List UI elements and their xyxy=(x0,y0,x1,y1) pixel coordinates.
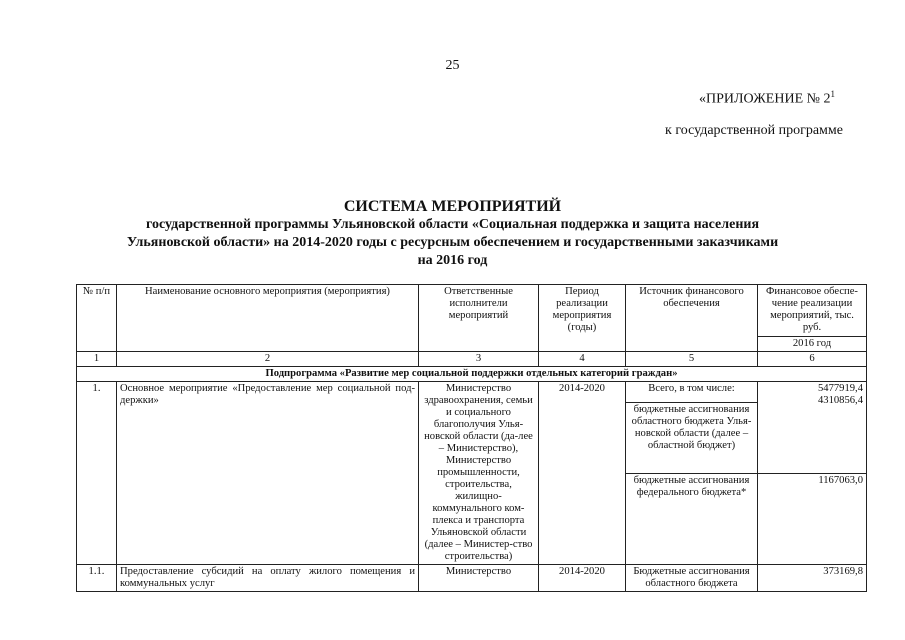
table-row xyxy=(77,382,867,403)
page-number: 25 xyxy=(445,58,460,73)
col-number: 5 xyxy=(626,352,758,367)
row-value: 1167063,0 xyxy=(758,474,867,565)
row-executors: Министерство здравоохранения, семьи и социального благополучия Улья-новской области (да-лее – Министерство), Министерство промышленности, строительства, жилищно-коммунального ком-плекса и транспорта Ульяновской области (далее – Министер-ство строительства) xyxy=(419,382,539,565)
row-value: 373169,8 xyxy=(758,565,867,592)
document-title xyxy=(0,198,905,270)
col-number: 6 xyxy=(758,352,867,367)
header-finance-year: 2016 год xyxy=(758,336,867,351)
row-values xyxy=(758,382,867,474)
header-period: Период реализации мероприятия (годы) xyxy=(539,285,626,352)
col-number: 3 xyxy=(419,352,539,367)
col-number: 1 xyxy=(77,352,117,367)
row-num: 1. xyxy=(77,382,117,565)
row-value: 5477919,4 xyxy=(817,383,863,394)
title-line-2: Ульяновской области» на 2014-2020 годы с ресурсным обеспечением и государственными заказчиками xyxy=(126,235,779,250)
row-period: 2014-2020 xyxy=(539,565,626,592)
appendix-superscript: 1 xyxy=(830,89,835,99)
title-line-3: на 2016 год xyxy=(417,253,488,268)
header-finance: Финансовое обеспе-чение реализации мероприятий, тыс. руб. xyxy=(758,285,867,337)
row-num: 1.1. xyxy=(77,565,117,592)
header-name: Наименование основного мероприятия (мероприятия) xyxy=(117,285,419,352)
header-num: № п/п xyxy=(77,285,117,352)
title-main: СИСТЕМА МЕРОПРИЯТИЙ xyxy=(343,198,562,215)
row-source: бюджетные ассигнования федерального бюджета* xyxy=(626,474,758,565)
header-executors: Ответственные исполнители мероприятий xyxy=(419,285,539,352)
col-number: 2 xyxy=(117,352,419,367)
subprogram-title: Подпрограмма «Развитие мер социальной поддержки отдельных категорий граждан» xyxy=(77,367,867,382)
table-row xyxy=(77,565,867,592)
measures-table xyxy=(76,284,867,592)
subprogram-row xyxy=(77,367,867,382)
row-source: Бюджетные ассигнования областного бюджета xyxy=(626,565,758,592)
row-source: бюджетные ассигнования областного бюджета Улья-новской области (далее – областной бюджет) xyxy=(626,402,758,473)
row-executors: Министерство xyxy=(419,565,539,592)
table-header-row xyxy=(77,285,867,337)
header-source: Источник финансового обеспечения xyxy=(626,285,758,352)
appendix-label: «ПРИЛОЖЕНИЕ № $2^1$ xyxy=(699,89,835,107)
row-value: 4310856,4 xyxy=(817,395,863,406)
col-number: 4 xyxy=(539,352,626,367)
column-numbers-row xyxy=(77,352,867,367)
row-source: Всего, в том числе: xyxy=(626,382,758,403)
row-name: Основное мероприятие «Предоставление мер социальной под-держки» xyxy=(117,382,419,565)
row-name: Предоставление субсидий на оплату жилого помещения и коммунальных услуг xyxy=(117,565,419,592)
appendix-subtitle: к государственной программе xyxy=(665,123,843,138)
row-period: 2014-2020 xyxy=(539,382,626,565)
title-line-1: государственной программы Ульяновской области «Социальная поддержка и защита населения xyxy=(145,217,760,232)
